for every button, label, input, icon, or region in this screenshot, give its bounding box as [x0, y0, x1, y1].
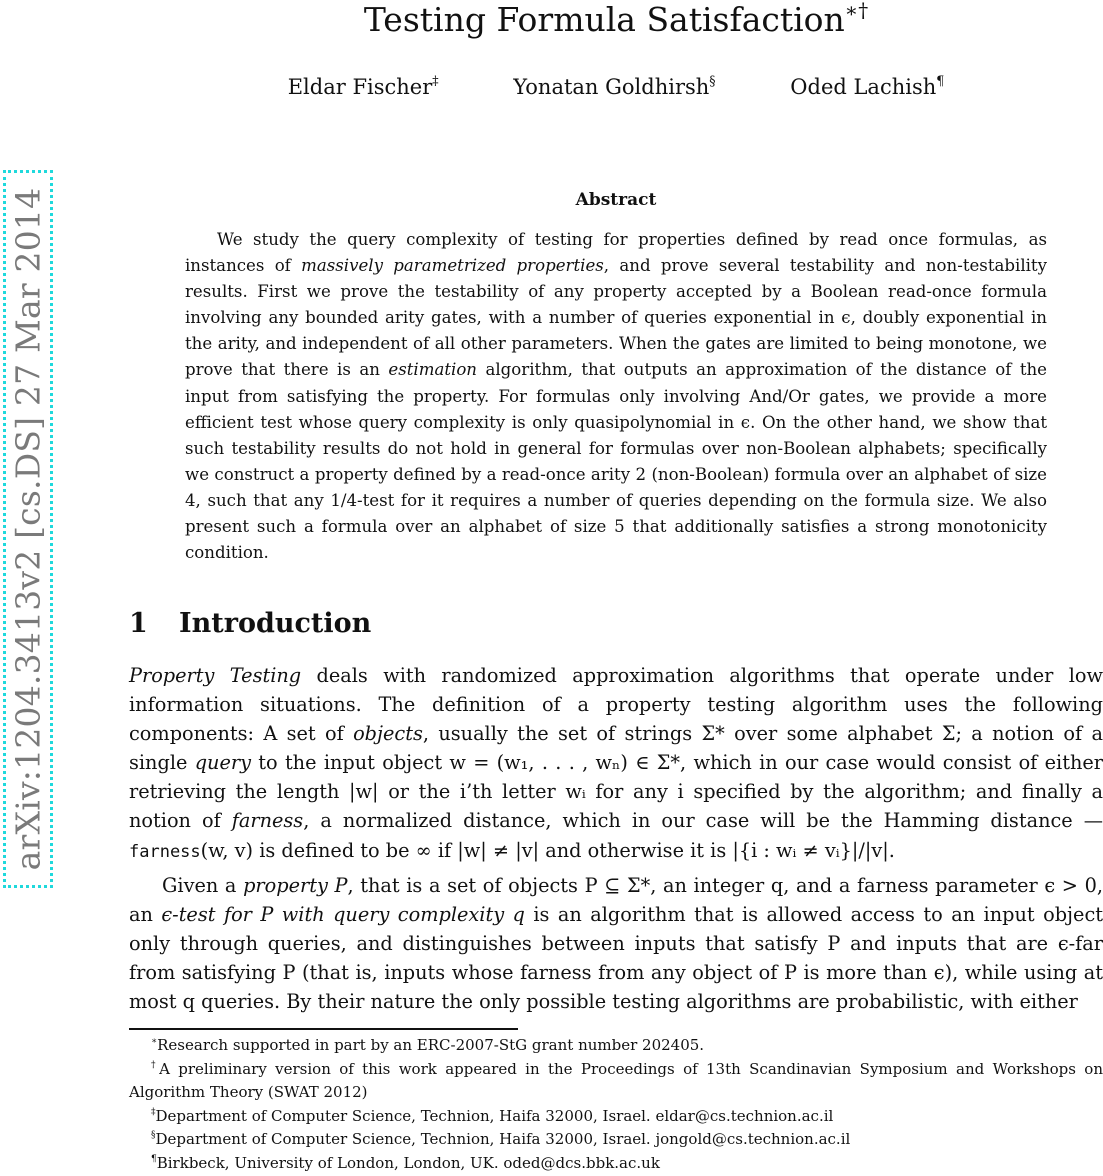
footnote-4-mark: §: [151, 1131, 156, 1142]
footnote-5-text: Birkbeck, University of London, London, UK. oded@dcs.bbk.ac.uk: [156, 1153, 660, 1172]
footnote-3-text: Department of Computer Science, Technion, Haifa 32000, Israel. eldar@cs.technion.ac.il: [155, 1106, 834, 1125]
author-1: [288, 70, 439, 104]
author-2-name: Yonatan Goldhirsh: [513, 75, 710, 99]
footnote-3: [129, 1105, 1103, 1129]
p2-emph-1: property P: [243, 874, 348, 897]
p1-text-5: (w, v) is defined to be ∞ if |w| ≠ |v| and otherwise it is |{i : wᵢ ≠ vᵢ}|/|v|.: [200, 838, 895, 862]
footnote-rule: [129, 1028, 518, 1030]
author-2-mark: §: [709, 73, 716, 89]
footnote-5-mark: ¶: [151, 1154, 157, 1165]
abstract-heading: Abstract: [575, 190, 657, 210]
abstract-emph-1: massively parametrized properties: [301, 256, 604, 276]
section-heading: [129, 604, 371, 644]
footnote-1: [129, 1034, 1103, 1058]
author-1-mark: ‡: [432, 73, 439, 89]
p2-text-2: , that is a set of objects P ⊆ Σ*, an integer q, and a farness parameter ϵ > 0, an: [129, 874, 1103, 927]
author-3: [790, 70, 944, 104]
abstract-emph-2: estimation: [388, 360, 477, 380]
arxiv-stamp[interactable]: [3, 170, 53, 888]
p1-text-2: , usually the set of strings Σ* over some alphabet Σ; a notion of a single: [129, 722, 1103, 775]
section-number: 1: [129, 608, 148, 639]
p2-text-1: Given a: [162, 874, 244, 897]
abstract-text-1: We study the query complexity of testing for properties defined by read once formulas, as instances of: [185, 230, 1047, 276]
author-1-name: Eldar Fischer: [287, 75, 433, 99]
p1-text-1: deals with randomized approximation algorithms that operate under low information situations. The definition of a property testing algorithm uses the following components: A set of: [129, 664, 1103, 746]
footnote-3-mark: ‡: [151, 1107, 156, 1118]
p1-text-3: to the input object w = (w₁, . . . , wₙ) ∈ Σ*, which in our case would consist of either retrieving the length |w| or the i’th letter wᵢ for any i specified by the algorithm; and finally a notion of: [129, 751, 1103, 833]
author-3-name: Oded Lachish: [790, 75, 937, 99]
p1-text-4: , a normalized distance, which in our case will be the Hamming distance —: [303, 809, 1103, 833]
paper-title: [0, 0, 1103, 40]
p1-emph-4: farness: [231, 809, 304, 833]
title-text: Testing Formula Satisfaction: [363, 0, 845, 39]
footnote-4: [129, 1128, 1103, 1152]
farness-code: farness: [129, 841, 201, 862]
p1-emph-3: query: [194, 751, 251, 775]
p1-emph-1: Property Testing: [129, 664, 302, 687]
p1-emph-2: objects: [353, 722, 423, 746]
footnote-5: [129, 1152, 1103, 1176]
footnote-4-text: Department of Computer Science, Technion, Haifa 32000, Israel. jongold@cs.technion.ac.il: [155, 1130, 851, 1149]
footnote-2-mark: †: [151, 1060, 160, 1071]
intro-paragraph-2: [129, 871, 1103, 1016]
abstract-body: [185, 227, 1047, 566]
author-3-mark: ¶: [936, 73, 945, 89]
p2-emph-2: ϵ-test for P with query complexity q: [161, 903, 525, 927]
section-title: Introduction: [179, 608, 372, 639]
footnote-2: [129, 1058, 1103, 1105]
title-footnote-marks: ∗†: [844, 0, 869, 23]
footnote-2-text: A preliminary version of this work appeared in the Proceedings of 13th Scandinavian Symposium and Workshops on Algorithm Theory (SWAT 2012): [129, 1059, 1103, 1102]
abstract-text-3: algorithm, that outputs an approximation of the distance of the input from satisfying the property. For formulas only involving And/Or gates, we provide a more efficient test whose query complexity is only quasipolynomial in ϵ. On the other hand, we show that such testability results do not hold in general for formulas over non-Boolean alphabets; specifically we construct a property defined by a read-once arity 2 (non-Boolean) formula over an alphabet of size 4, such that any 1/4-test for it requires a number of queries depending on the formula size. We also present such a formula over an alphabet of size 5 that additionally satisfies a strong monotonicity condition.: [185, 360, 1047, 563]
footnote-1-mark: ∗: [151, 1036, 158, 1047]
author-list: [0, 70, 1103, 104]
abstract-text-2: , and prove several testability and non-testability results. First we prove the testability of any property accepted by a Boolean read-once formula involving any bounded arity gates, with a number of queries exponential in ϵ, doubly exponential in the arity, and independent of all other parameters. When the gates are limited to being monotone, we prove that there is an: [185, 256, 1047, 380]
footnotes: [129, 1034, 1103, 1176]
p2-text-3: is an algorithm that is allowed access to an input object only through queries, and distinguishes between inputs that satisfy P and inputs that are ϵ-far from satisfying P (that is, inputs whose farness from any object of P is more than ϵ), while using at most q queries. By their nature the only possible testing algorithms are probabilistic, with either: [129, 903, 1103, 1014]
author-2: [513, 70, 715, 104]
intro-paragraph-1: [129, 661, 1103, 867]
arxiv-stamp-text: arXiv:1204.3413v2 [cs.DS] 27 Mar 2014: [8, 187, 48, 871]
footnote-1-text: Research supported in part by an ERC-2007-StG grant number 202405.: [157, 1036, 705, 1054]
